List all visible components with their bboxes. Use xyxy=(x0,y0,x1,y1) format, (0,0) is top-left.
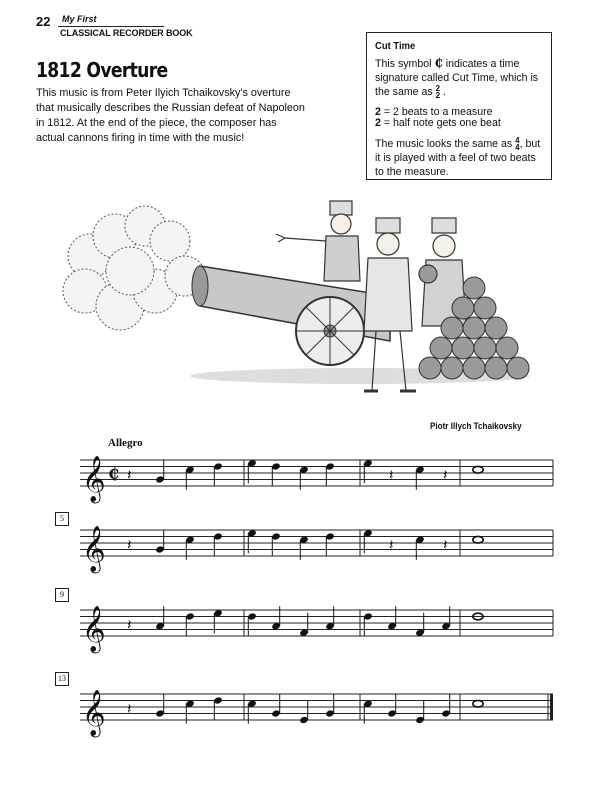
quarter-rest: 𝄽 xyxy=(443,466,448,484)
cut-time-signature: ₵ xyxy=(108,464,120,483)
series-name: My First xyxy=(62,14,97,24)
treble-clef-icon: 𝄞 xyxy=(82,456,106,502)
quarter-rest: 𝄽 xyxy=(389,466,394,484)
piece-title: 1812 Overture xyxy=(36,58,168,82)
treble-clef-icon: 𝄞 xyxy=(82,690,106,736)
final-bar-thick xyxy=(550,694,553,720)
time-signature-4-4: 4 4 xyxy=(515,136,520,153)
cut-time-symbol: ₵ xyxy=(434,56,443,70)
cut-time-line-1: 2 = 2 beats to a measure xyxy=(375,106,493,119)
treble-clef-icon: 𝄞 xyxy=(82,526,106,572)
cut-time-intro: This symbol ₵ indicates a time signature called Cut Time, which is the same as 2 2 . xyxy=(375,56,539,101)
cut-time-line-2: 2 = half note gets one beat xyxy=(375,117,501,130)
piece-description: This music is from Peter Ilyich Tchaikovsky's overture that musically describes the Russian defeat of Napoleon in 1812. At the end of the piece, the composer has actual cannons firing in time with the music! xyxy=(36,87,305,144)
quarter-rest: 𝄽 xyxy=(127,466,132,484)
cut-time-title: Cut Time xyxy=(375,40,416,52)
tempo-marking: Allegro xyxy=(108,437,143,449)
measure-number-5: 5 xyxy=(55,512,69,526)
composer-credit: Piotr Illych Tchaikovsky xyxy=(430,421,522,431)
quarter-rest: 𝄽 xyxy=(389,536,394,554)
whole-note xyxy=(473,536,483,543)
quarter-rest: 𝄽 xyxy=(127,536,132,554)
cut-time-outro: The music looks the same as 4 4 , but it is played with a feel of two beats to the measure. xyxy=(375,136,541,179)
treble-clef-icon: 𝄞 xyxy=(82,606,106,652)
quarter-rest: 𝄽 xyxy=(443,536,448,554)
quarter-rest: 𝄽 xyxy=(127,700,132,718)
measure-number-13: 13 xyxy=(55,672,69,686)
whole-note xyxy=(473,466,483,473)
book-title: CLASSICAL RECORDER BOOK xyxy=(60,28,193,38)
quarter-rest: 𝄽 xyxy=(127,616,132,634)
time-signature-2-2: 2 2 xyxy=(435,84,441,101)
whole-note xyxy=(473,700,483,707)
page-number: 22 xyxy=(36,14,51,29)
measure-number-9: 9 xyxy=(55,588,69,602)
